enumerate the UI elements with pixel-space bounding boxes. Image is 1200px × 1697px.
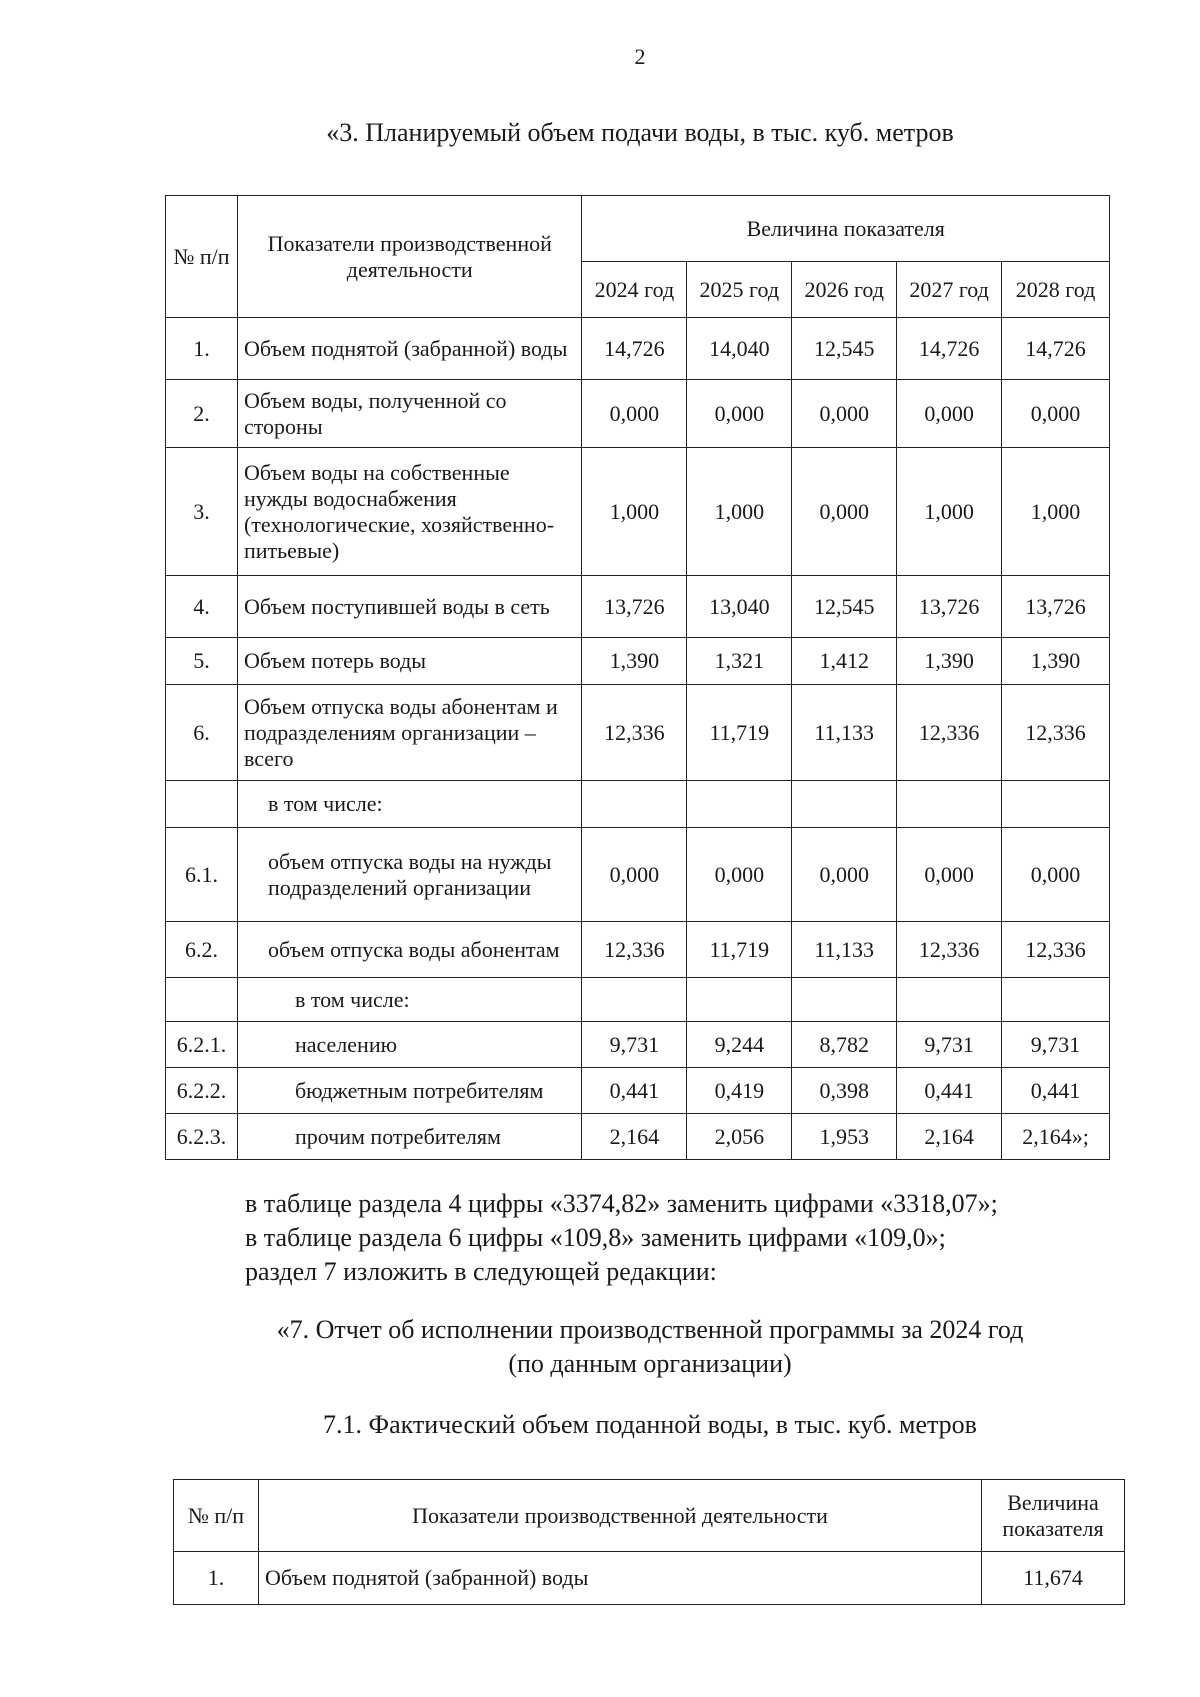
header-year: 2024 год: [582, 262, 687, 318]
row-value: 11,133: [792, 685, 897, 781]
section-7-subtitle: (по данным организации): [508, 1349, 792, 1378]
row-value: 12,336: [897, 922, 1002, 978]
row-num: 2.: [166, 380, 238, 448]
row-value: 1,390: [1002, 638, 1110, 685]
row-value: 0,000: [792, 380, 897, 448]
section-7-1-title: 7.1. Фактический объем поданной воды, в тыс. куб. метров: [323, 1410, 977, 1439]
row-value: 0,000: [687, 828, 792, 922]
row-value: 1,390: [582, 638, 687, 685]
row-value: 13,726: [897, 576, 1002, 638]
table-row: [166, 828, 1110, 922]
row-value: 2,164: [582, 1114, 687, 1160]
header-year: 2027 год: [897, 262, 1002, 318]
table-row: [166, 781, 1110, 828]
row-value: 1,412: [792, 638, 897, 685]
row-name: Объем потерь воды: [237, 638, 582, 685]
row-value: [792, 978, 897, 1022]
row-num: 1.: [166, 318, 238, 380]
row-value: [792, 781, 897, 828]
header-indicators: Показатели производственной деятельности: [237, 196, 582, 318]
header-year: 2026 год: [792, 262, 897, 318]
row-value: 11,719: [687, 922, 792, 978]
row-value: 12,336: [897, 685, 1002, 781]
row-value: [897, 781, 1002, 828]
row-value: 0,000: [582, 828, 687, 922]
row-value: 0,419: [687, 1068, 792, 1114]
row-num: 6.2.3.: [166, 1114, 238, 1160]
row-value: 0,000: [687, 380, 792, 448]
instruction-line: в таблице раздела 6 цифры «109,8» заменить цифрами «109,0»;: [245, 1223, 946, 1252]
row-name: объем отпуска воды абонентам: [237, 922, 582, 978]
table-row: [166, 1022, 1110, 1068]
row-value: 1,953: [792, 1114, 897, 1160]
row-value: 1,321: [687, 638, 792, 685]
row-value: 14,040: [687, 318, 792, 380]
row-name: Объем отпуска воды абонентам и подразделениям организации – всего: [237, 685, 582, 781]
row-value: 12,545: [792, 576, 897, 638]
row-value: 0,398: [792, 1068, 897, 1114]
row-num: 3.: [166, 448, 238, 576]
row-value: 12,545: [792, 318, 897, 380]
row-num: 5.: [166, 638, 238, 685]
row-name: объем отпуска воды на нужды подразделений организации: [237, 828, 582, 922]
table-row: [166, 1068, 1110, 1114]
table-row: [166, 576, 1110, 638]
row-value: 0,000: [1002, 828, 1110, 922]
row-name: в том числе:: [237, 781, 582, 828]
row-value: 1,000: [1002, 448, 1110, 576]
row-value: 1,000: [687, 448, 792, 576]
instruction-line: в таблице раздела 4 цифры «3374,82» заменить цифрами «3318,07»;: [245, 1189, 998, 1218]
table-row: [166, 318, 1110, 380]
row-value: 0,000: [792, 828, 897, 922]
header-indicators: Показатели производственной деятельности: [259, 1480, 982, 1552]
row-num: 6.2.2.: [166, 1068, 238, 1114]
table-row: [166, 978, 1110, 1022]
header-year: 2028 год: [1002, 262, 1110, 318]
row-value: 14,726: [582, 318, 687, 380]
header-num: № п/п: [166, 196, 238, 318]
row-value: [582, 978, 687, 1022]
row-value: 0,000: [897, 380, 1002, 448]
row-value: 11,133: [792, 922, 897, 978]
row-value: 12,336: [582, 922, 687, 978]
row-value: 9,731: [1002, 1022, 1110, 1068]
section-3-title: «3. Планируемый объем подачи воды, в тыс. куб. метров: [326, 118, 954, 147]
row-value: 0,000: [582, 380, 687, 448]
table-row: [166, 448, 1110, 576]
row-value: [582, 781, 687, 828]
section-7-title: «7. Отчет об исполнении производственной программы за 2024 год: [276, 1315, 1024, 1344]
row-value: [1002, 978, 1110, 1022]
header-num: № п/п: [174, 1480, 259, 1552]
row-name: Объем поднятой (забранной) воды: [237, 318, 582, 380]
row-name: в том числе:: [237, 978, 582, 1022]
row-value: 11,674: [982, 1552, 1125, 1605]
row-value: 9,731: [897, 1022, 1002, 1068]
row-value: 1,000: [897, 448, 1002, 576]
row-value: 12,336: [1002, 922, 1110, 978]
row-value: 13,040: [687, 576, 792, 638]
actual-water-supply-table: [173, 1479, 1125, 1605]
row-value: 2,164»;: [1002, 1114, 1110, 1160]
row-num: 4.: [166, 576, 238, 638]
row-value: 0,441: [1002, 1068, 1110, 1114]
table-row: [166, 638, 1110, 685]
page-number: 2: [634, 44, 646, 69]
row-value: [897, 978, 1002, 1022]
row-value: [1002, 781, 1110, 828]
row-name: Объем поступившей воды в сеть: [237, 576, 582, 638]
row-num: 6.: [166, 685, 238, 781]
row-value: [687, 978, 792, 1022]
row-value: 2,056: [687, 1114, 792, 1160]
row-num: 6.2.: [166, 922, 238, 978]
row-value: 14,726: [897, 318, 1002, 380]
table-row: [166, 380, 1110, 448]
row-value: 12,336: [582, 685, 687, 781]
row-value: 1,000: [582, 448, 687, 576]
row-name: бюджетным потребителям: [237, 1068, 582, 1114]
row-name: прочим потребителям: [237, 1114, 582, 1160]
row-num: [166, 978, 238, 1022]
row-name: Объем поднятой (забранной) воды: [259, 1552, 982, 1605]
table-row: [174, 1552, 1125, 1605]
row-value: 2,164: [897, 1114, 1002, 1160]
row-value: 9,244: [687, 1022, 792, 1068]
row-value: [687, 781, 792, 828]
row-value: 0,000: [897, 828, 1002, 922]
row-num: 6.2.1.: [166, 1022, 238, 1068]
row-value: 1,390: [897, 638, 1002, 685]
row-num: 6.1.: [166, 828, 238, 922]
table-row: [166, 922, 1110, 978]
row-value: 0,000: [1002, 380, 1110, 448]
table-row: [166, 1114, 1110, 1160]
instruction-line: раздел 7 изложить в следующей редакции:: [245, 1257, 717, 1286]
row-num: 1.: [174, 1552, 259, 1605]
planned-water-supply-table: [165, 195, 1110, 1160]
row-value: 0,441: [582, 1068, 687, 1114]
row-value: 13,726: [582, 576, 687, 638]
header-value: Величина показателя: [982, 1480, 1125, 1552]
row-name: населению: [237, 1022, 582, 1068]
header-year: 2025 год: [687, 262, 792, 318]
row-name: Объем воды на собственные нужды водоснабжения (технологические, хозяйственно-питьевые): [237, 448, 582, 576]
row-name: Объем воды, полученной со стороны: [237, 380, 582, 448]
row-value: 11,719: [687, 685, 792, 781]
header-value-group: Величина показателя: [582, 196, 1110, 262]
row-value: 9,731: [582, 1022, 687, 1068]
table-row: [166, 685, 1110, 781]
row-value: 0,441: [897, 1068, 1002, 1114]
row-value: 8,782: [792, 1022, 897, 1068]
row-value: 14,726: [1002, 318, 1110, 380]
row-num: [166, 781, 238, 828]
row-value: 0,000: [792, 448, 897, 576]
row-value: 13,726: [1002, 576, 1110, 638]
row-value: 12,336: [1002, 685, 1110, 781]
